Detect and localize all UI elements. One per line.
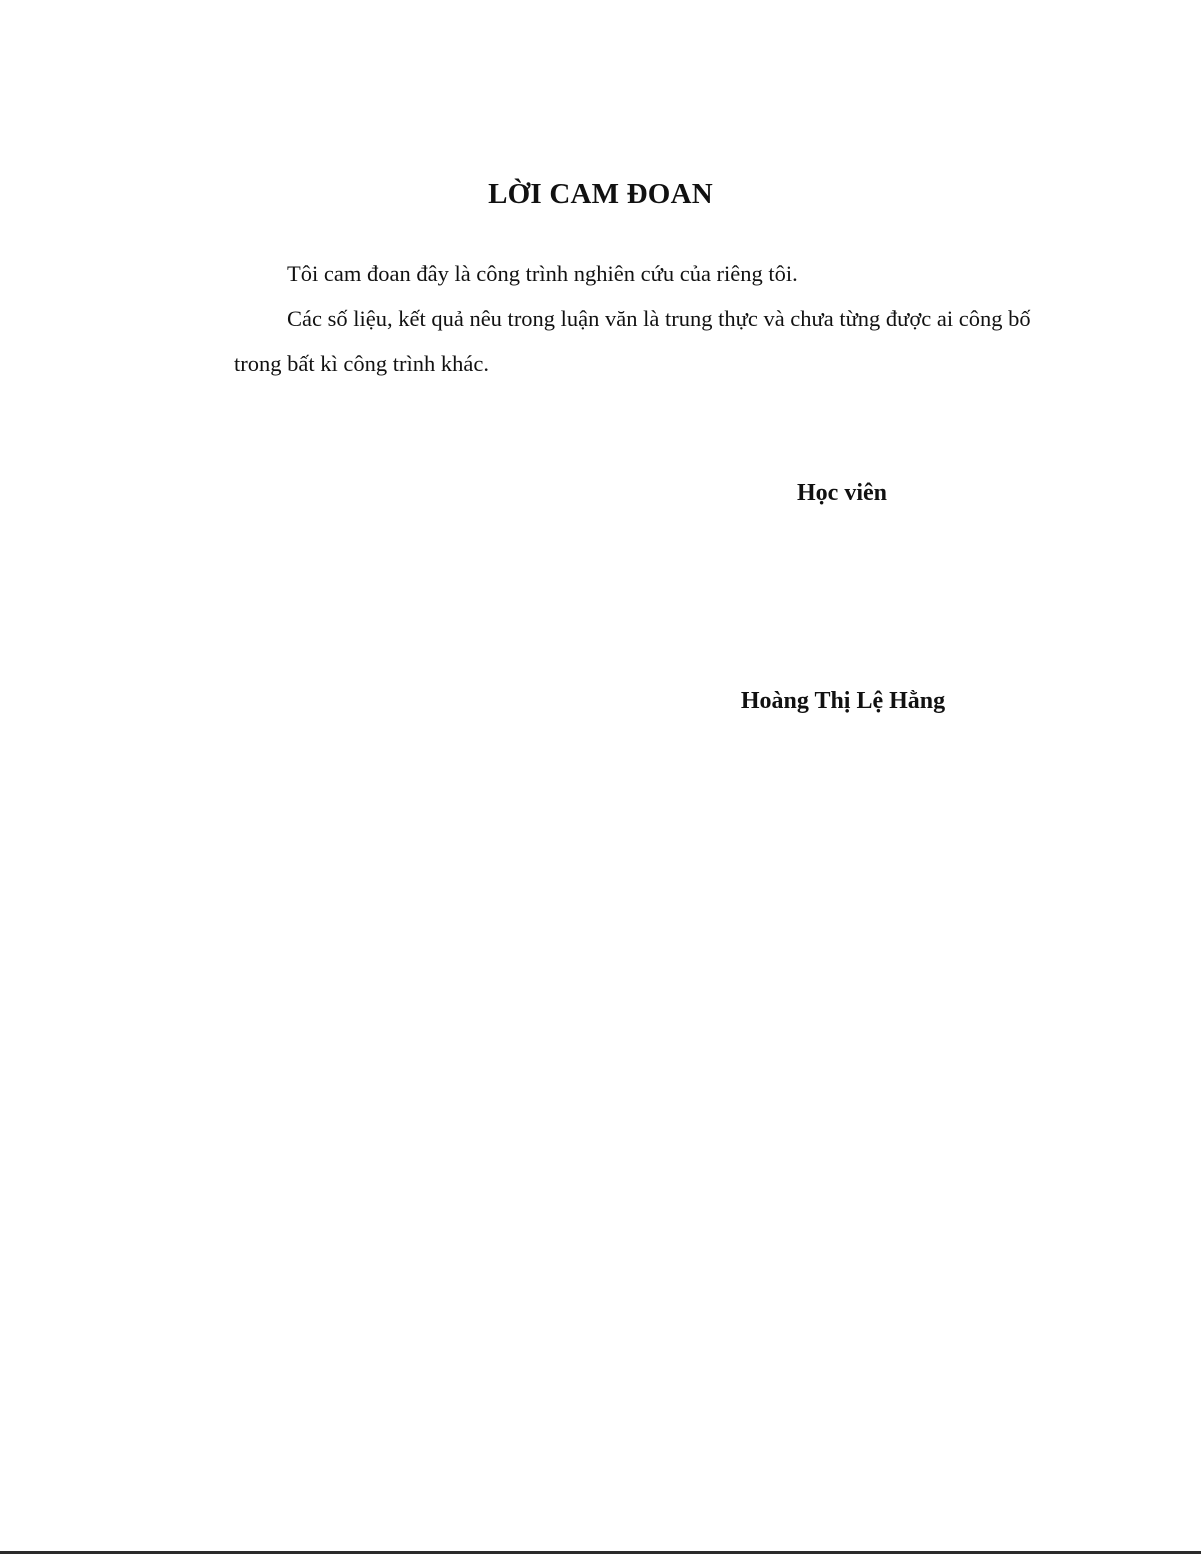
page-title: LỜI CAM ĐOAN: [488, 178, 713, 210]
declaration-paragraph-2: Các số liệu, kết quả nêu trong luận văn là trung thực và chưa từng được ai công bố trong bất kì công trình khác.: [234, 306, 1031, 376]
signature-role: Học viên: [797, 480, 887, 506]
declaration-paragraph-1: Tôi cam đoan đây là công trình nghiên cứu của riêng tôi.: [287, 261, 798, 286]
signature-name: Hoàng Thị Lệ Hằng: [740, 688, 946, 714]
